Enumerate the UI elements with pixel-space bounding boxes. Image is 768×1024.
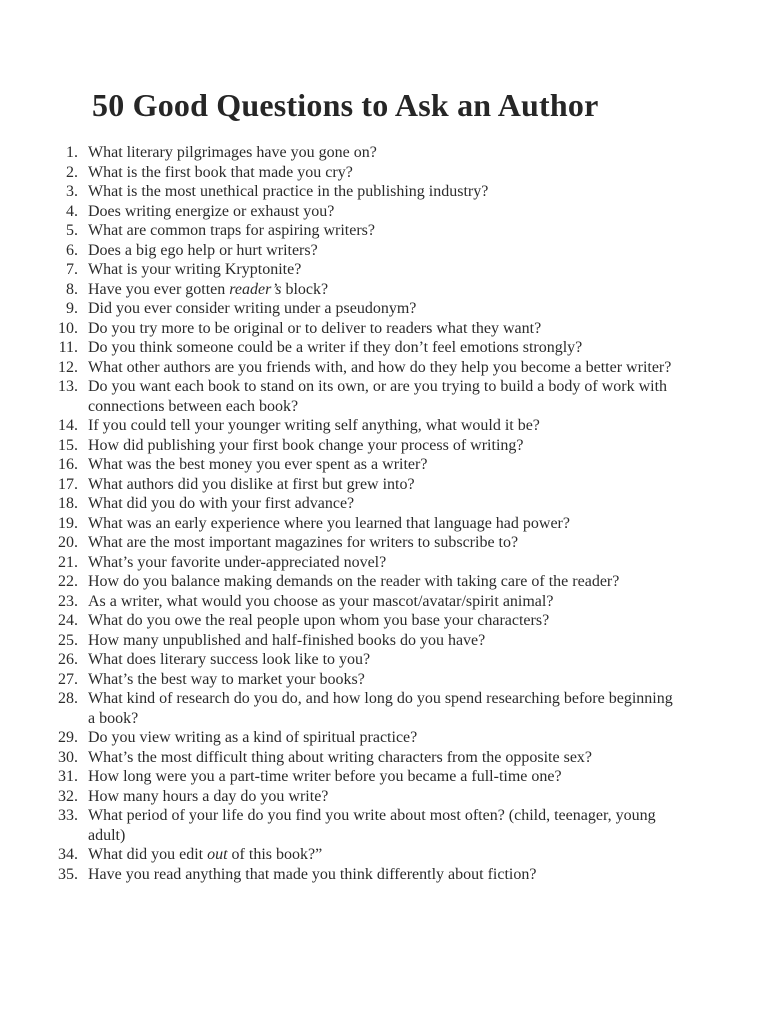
question-number: 28. — [58, 690, 78, 707]
question-number: 30. — [58, 748, 78, 766]
question-list — [0, 143, 673, 884]
question-text: Have you ever gotten reader’s block? — [88, 280, 329, 298]
question-item — [50, 845, 673, 865]
question-text: What did you do with your first advance? — [88, 495, 355, 512]
question-text: What other authors are you friends with, and how do they help you become a better writer? — [88, 358, 672, 376]
question-number: 15. — [58, 436, 78, 454]
question-text: What literary pilgrimages have you gone on? — [88, 144, 377, 161]
question-text: Did you ever consider writing under a pseudonym? — [88, 300, 417, 317]
question-number: 18. — [58, 495, 78, 512]
question-number: 33. — [58, 807, 78, 824]
question-text: What was an early experience where you learned that language had power? — [88, 514, 570, 532]
question-number: 9. — [66, 300, 78, 317]
question-number: 5. — [66, 222, 78, 239]
question-text: How many hours a day do you write? — [88, 787, 329, 805]
question-number: 8. — [66, 280, 78, 298]
question-text: What was the best money you ever spent as a writer? — [88, 456, 428, 473]
page-title: 50 Good Questions to Ask an Author — [92, 87, 599, 123]
question-item — [50, 592, 673, 612]
question-item — [50, 514, 673, 534]
question-number: 11. — [58, 339, 78, 356]
question-number: 26. — [58, 651, 78, 668]
question-number: 25. — [58, 631, 78, 649]
question-text: How long were you a part-time writer before you became a full-time one? — [88, 768, 562, 785]
question-number: 16. — [58, 456, 78, 473]
question-text: What is the most unethical practice in the publishing industry? — [88, 183, 489, 200]
question-text: What’s the best way to market your books? — [88, 670, 365, 688]
question-item — [50, 182, 673, 202]
question-text: What authors did you dislike at first but grew into? — [88, 475, 415, 493]
question-number: 32. — [58, 787, 78, 805]
question-item — [50, 650, 673, 670]
question-number: 14. — [58, 417, 78, 434]
question-number: 23. — [58, 592, 78, 610]
question-text: What do you owe the real people upon whom you base your characters? — [88, 612, 550, 629]
question-item — [50, 494, 673, 514]
question-item — [50, 572, 673, 592]
question-number: 21. — [58, 553, 78, 571]
question-number: 7. — [66, 261, 78, 278]
question-item — [50, 280, 673, 300]
question-item — [50, 241, 673, 261]
question-number: 6. — [66, 241, 78, 259]
question-item — [50, 358, 673, 378]
question-text: Do you think someone could be a writer if they don’t feel emotions strongly? — [88, 339, 583, 356]
question-item — [50, 611, 673, 631]
question-number: 34. — [58, 846, 78, 863]
question-number: 31. — [58, 768, 78, 785]
question-item — [50, 455, 673, 475]
question-number: 20. — [58, 534, 78, 551]
question-number: 3. — [66, 183, 78, 200]
question-number: 12. — [58, 358, 78, 376]
question-item — [50, 299, 673, 319]
question-item — [50, 806, 673, 845]
question-text: What kind of research do you do, and how long do you spend researching before beginning a book? — [88, 690, 673, 727]
question-item — [50, 319, 673, 339]
question-number: 27. — [58, 670, 78, 688]
question-text: How many unpublished and half-finished books do you have? — [88, 631, 486, 649]
question-number: 4. — [66, 202, 78, 220]
question-text: What is your writing Kryptonite? — [88, 261, 302, 278]
question-item — [50, 865, 673, 885]
question-text: Do you view writing as a kind of spiritual practice? — [88, 729, 418, 746]
question-item — [50, 748, 673, 768]
question-text: What are the most important magazines for writers to subscribe to? — [88, 534, 519, 551]
question-number: 19. — [58, 514, 78, 532]
question-item — [50, 631, 673, 651]
question-text: Does writing energize or exhaust you? — [88, 202, 335, 220]
question-number: 24. — [58, 612, 78, 629]
question-text: As a writer, what would you choose as your mascot/avatar/spirit animal? — [88, 592, 554, 610]
question-number: 10. — [58, 319, 78, 337]
question-item — [50, 163, 673, 183]
question-item — [50, 260, 673, 280]
question-text: What’s your favorite under-appreciated novel? — [88, 553, 387, 571]
question-text: Does a big ego help or hurt writers? — [88, 241, 318, 259]
question-number: 35. — [58, 865, 78, 883]
question-text: How do you balance making demands on the reader with taking care of the reader? — [88, 573, 620, 590]
question-item — [50, 202, 673, 222]
question-number: 13. — [58, 378, 78, 395]
question-text: Do you try more to be original or to deliver to readers what they want? — [88, 319, 542, 337]
question-text: Do you want each book to stand on its own, or are you trying to build a body of work with connections between each book? — [88, 378, 668, 415]
question-item — [50, 221, 673, 241]
question-text: Have you read anything that made you think differently about fiction? — [88, 865, 537, 883]
question-number: 17. — [58, 475, 78, 493]
question-item — [50, 416, 673, 436]
question-item — [50, 767, 673, 787]
question-item — [50, 143, 673, 163]
question-text: If you could tell your younger writing self anything, what would it be? — [88, 417, 540, 434]
question-text: How did publishing your first book change your process of writing? — [88, 436, 524, 454]
question-item — [50, 436, 673, 456]
question-text: What period of your life do you find you write about most often? (child, teenager, young adult) — [88, 807, 656, 844]
question-text: What is the first book that made you cry? — [88, 163, 353, 181]
question-number: 29. — [58, 729, 78, 746]
question-number: 1. — [66, 144, 78, 161]
question-item — [50, 553, 673, 573]
question-item — [50, 338, 673, 358]
question-item — [50, 689, 673, 728]
question-item — [50, 670, 673, 690]
question-text: What did you edit out of this book?” — [88, 846, 323, 863]
question-item — [50, 787, 673, 807]
question-item — [50, 728, 673, 748]
question-item — [50, 377, 673, 416]
question-text: What’s the most difficult thing about writing characters from the opposite sex? — [88, 748, 593, 766]
question-item — [50, 533, 673, 553]
question-item — [50, 475, 673, 495]
question-text: What does literary success look like to you? — [88, 651, 371, 668]
question-number: 22. — [58, 573, 78, 590]
question-text: What are common traps for aspiring writers? — [88, 222, 376, 239]
question-number: 2. — [66, 163, 78, 181]
